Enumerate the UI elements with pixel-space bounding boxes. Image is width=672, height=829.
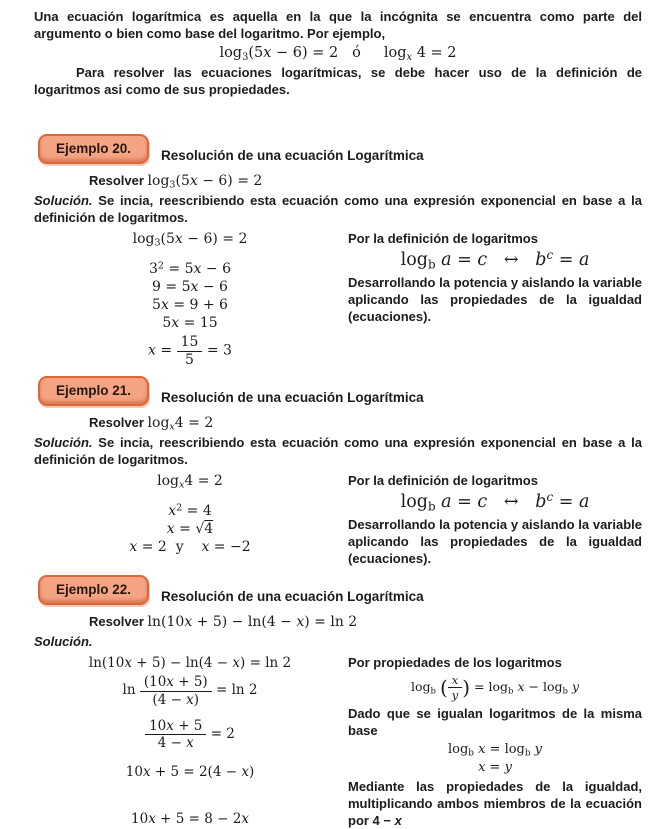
fraction	[177, 335, 203, 367]
explanation-heading: Por la definición de logaritmos	[348, 473, 538, 489]
denominator: 5	[185, 351, 194, 368]
explanation-text: Mediante las propiedades de la igualdad, multiplicando ambos miembros de la ecuación por 4 − x	[348, 778, 642, 828]
intro-paragraph-2: Para resolver las ecuaciones logarítmicas, se debe hacer uso de la definición de logaritmos asi como de sus propiedades.	[34, 65, 642, 97]
intro-paragraph-1: Una ecuación logarítmica es aquella en la que la incógnita se encuentra como parte del argumento o bien como base del logaritmo. Por ejemplo,	[34, 9, 642, 41]
example-20-section	[34, 134, 642, 368]
log-definition-formula: $\log_b a = c$ ↔ $b^c = a$	[400, 248, 590, 272]
example-20-badge: Ejemplo 20.	[38, 134, 149, 164]
math-line: x = √4	[166, 521, 214, 538]
explanation-heading: Por la definición de logaritmos	[348, 231, 538, 246]
denominator: y	[451, 688, 459, 703]
solution-text: Se incia, reescribiendo esta ecuación como una expresión exponencial en base a la definición de logaritmos.	[34, 193, 642, 225]
example-22-section	[34, 575, 642, 829]
left-parenthesis: (	[439, 675, 448, 700]
example-22-math-column	[34, 654, 346, 829]
fraction	[140, 675, 212, 706]
denominator: (4 − x)	[152, 691, 200, 708]
example-20-title: Resolución de una ecuación Logarítmica	[161, 148, 424, 163]
explanation-text: Desarrollando la potencia y aislando la variable aplicando las propiedades de la igualdad (ecuaciones).	[348, 275, 642, 324]
resolver-equation: $\log_x4 = 2$	[147, 415, 214, 434]
solution-label: Solución.	[34, 634, 93, 650]
example-21-title: Resolución de una ecuación Logarítmica	[161, 390, 424, 406]
example-21-body	[34, 472, 642, 567]
example-22-resolver-line	[89, 613, 642, 631]
resolver-label: Resolver	[89, 415, 144, 431]
example-22-title: Resolución de una ecuación Logarítmica	[161, 589, 424, 605]
resolver-equation: $\log_3(5x - 6) = 2$	[147, 173, 263, 191]
numerator: (10x + 5)	[140, 675, 212, 691]
explanation-text: Dado que se igualan logaritmos de la misma base	[348, 705, 642, 738]
math-line: $\log_x4 = 2$	[157, 473, 223, 492]
resolver-equation: ln(10x + 5) − ln(4 − x) = ln 2	[147, 614, 358, 631]
math-steps	[34, 503, 346, 556]
formula-suffix: = $\log_b x - \log_b y$	[474, 679, 579, 697]
explanation-text: Desarrollando la potencia y aislando la variable aplicando las propiedades de la igualdad (ecuaciones).	[348, 517, 642, 567]
math-line: $x^2 = 4$	[168, 502, 212, 520]
example-21-explanation-column	[346, 472, 642, 567]
example-22-badge: Ejemplo 22.	[38, 575, 149, 605]
math-line: 5x = 15	[162, 315, 218, 331]
fraction-suffix: = 2	[210, 725, 235, 742]
example-22-body	[34, 654, 642, 829]
fraction-prefix: x =	[148, 342, 173, 359]
example-20-math-column	[34, 230, 346, 368]
example-20-solution-paragraph	[34, 192, 642, 226]
math-line: $\log_3(5x - 6) = 2$	[132, 231, 248, 249]
example-21-math-column	[34, 472, 346, 567]
fraction	[448, 674, 463, 701]
solution-label: Solución.	[34, 435, 93, 451]
example-21-resolver-line	[89, 414, 642, 432]
math-line-fraction	[34, 335, 346, 367]
math-line: 10x + 5 = 2(4 − x)	[125, 764, 255, 781]
resolver-label: Resolver	[89, 173, 144, 188]
denominator: 4 − x	[157, 734, 194, 751]
example-22-solution-paragraph	[34, 633, 642, 650]
equal-logs-formula: $\log_b x = \log_b y$	[447, 741, 543, 758]
numerator: 10x + 5	[145, 719, 206, 735]
math-line-fraction	[34, 719, 346, 750]
log-quotient-property-formula	[348, 674, 642, 701]
equal-args-formula: x = y	[478, 759, 512, 775]
example-22-header	[38, 575, 642, 605]
numerator: 15	[177, 335, 203, 352]
example-21-solution-paragraph	[34, 434, 642, 468]
resolver-label: Resolver	[89, 614, 144, 630]
example-20-header	[38, 134, 642, 164]
example-20-body	[34, 230, 642, 368]
math-steps	[34, 261, 346, 367]
explanation-heading: Por propiedades de los logaritmos	[348, 655, 562, 671]
numerator: x	[448, 674, 463, 688]
example-21-header	[38, 376, 642, 406]
example-20-explanation-column	[346, 230, 642, 368]
math-line: 5x = 9 + 6	[152, 297, 228, 313]
math-line-fraction	[34, 675, 346, 706]
math-line: ln(10x + 5) − ln(4 − x) = ln 2	[88, 655, 292, 672]
fraction-suffix: = ln 2	[215, 682, 258, 699]
fraction	[145, 719, 206, 750]
example-20-resolver-line	[89, 172, 642, 190]
intro-example-equation: $\log_3(5x - 6) = 2$ ó $\log_x 4 = 2$	[219, 45, 457, 63]
example-21-badge: Ejemplo 21.	[38, 376, 149, 406]
example-22-explanation-column	[346, 654, 642, 829]
math-line: 10x + 5 = 8 − 2x	[131, 811, 249, 828]
math-line: $3^2 = 5x - 6$	[149, 260, 231, 277]
math-line: 9 = 5x − 6	[152, 279, 228, 295]
formula-prefix: $\log_b$	[410, 679, 436, 697]
solution-label: Solución.	[34, 193, 93, 208]
right-parenthesis: )	[462, 675, 471, 700]
fraction-suffix: = 3	[206, 342, 232, 359]
fraction-prefix: ln	[122, 682, 136, 699]
math-line: x = 2 y x = −2	[129, 539, 251, 556]
log-definition-formula: $\log_b a = c$ ↔ $b^c = a$	[400, 490, 590, 514]
solution-text: Se incia, reescribiendo esta ecuación como una expresión exponencial en base a la definición de logaritmos.	[34, 435, 642, 468]
example-21-section	[34, 376, 642, 567]
